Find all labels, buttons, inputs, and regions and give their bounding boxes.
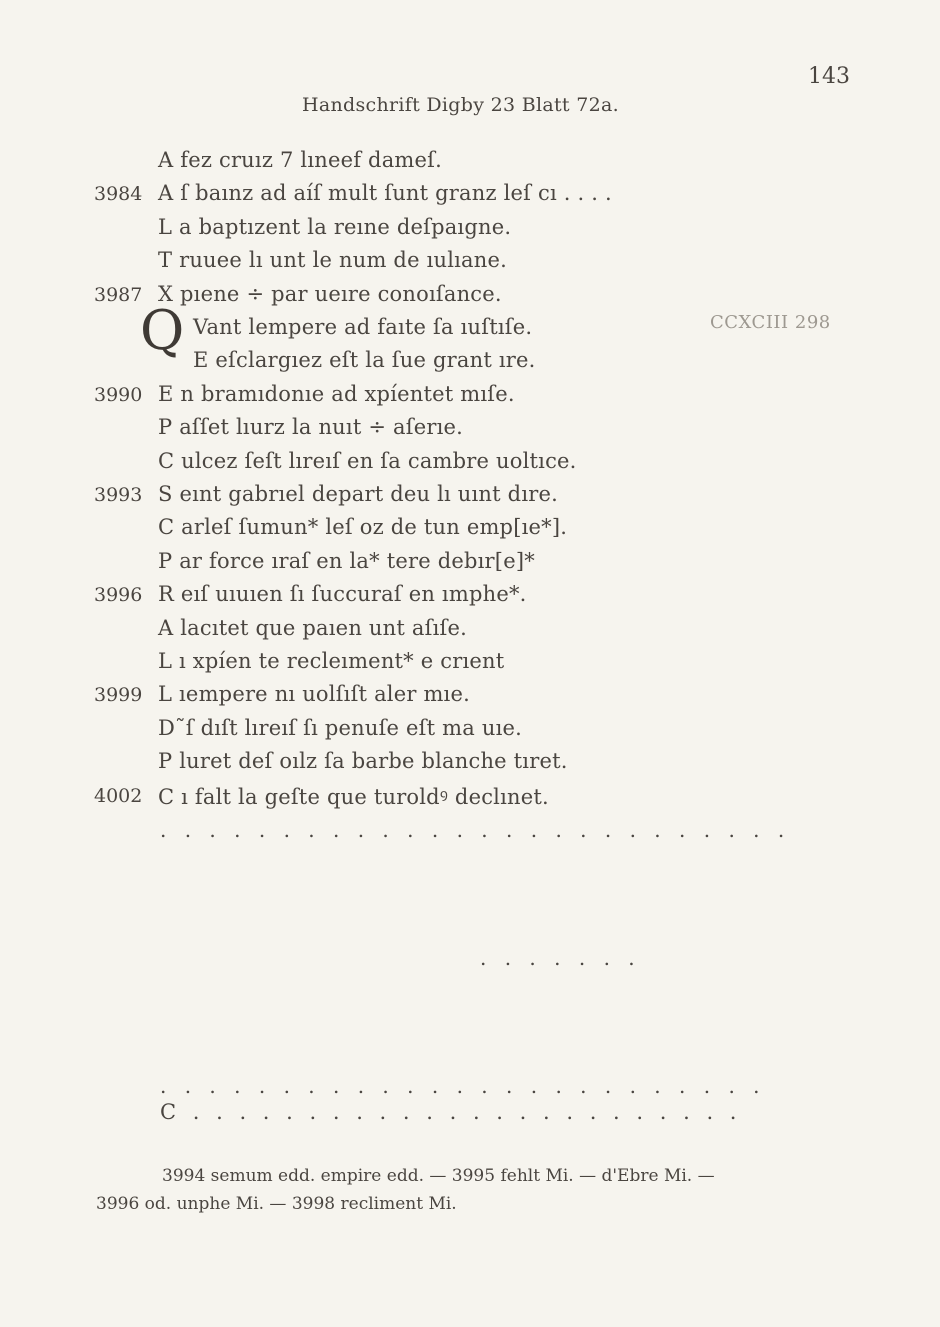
verse-line: C ulcez ſeſt lıreıſ en ſa cambre uoltıce. xyxy=(158,449,577,473)
verse-line: X pıene ÷ par ueıre conoıſance. xyxy=(158,282,502,306)
verse-line: L ı xpíen te recleıment* e crıent xyxy=(158,649,505,673)
running-head: Handschrift Digby 23 Blatt 72a. xyxy=(302,94,619,116)
verse-line: A ſ baınz ad aíſ mult ſunt granz leſ cı . . . . xyxy=(158,181,612,205)
verse-line: A fez cruız 7 lıneef dameſ. xyxy=(158,148,443,172)
verse-line: E n bramıdonıe ad xpíentet mıſe. xyxy=(158,382,515,406)
verse-line: T ruuee lı unt le num de ıulıane. xyxy=(158,248,507,272)
line-number: 3984 xyxy=(94,183,143,205)
line-number: 3993 xyxy=(94,484,143,506)
verse-line: A lacıtet que paıen unt aſıſe. xyxy=(158,616,467,640)
verse-line: P luret deſ oılz ſa barbe blanche tıret. xyxy=(158,749,568,773)
verse-line: C ı falt la geſte que turoldꝰ declınet. xyxy=(158,785,549,809)
line-number: 3987 xyxy=(94,284,143,306)
initial-letter: Q xyxy=(140,299,185,362)
verse-line: L ıempere nı uolſıſt aler mıe. xyxy=(158,682,470,706)
footnote-line: 3994 semum edd. empire edd. — 3995 fehlt Mi. — d'Ebre Mi. — xyxy=(162,1166,715,1186)
footnote-line: 3996 od. unphe Mi. — 3998 recliment Mi. xyxy=(96,1194,457,1214)
verse-line: P ar force ıraſ en la* tere debır[e]* xyxy=(158,549,535,573)
omission-dots: . . . . . . . . . . . . . . . . . . . . . . . . . xyxy=(160,1074,766,1098)
verse-line: P aſſet lıurz la nuıt ÷ aſerıe. xyxy=(158,415,463,439)
page-number: 143 xyxy=(808,64,850,89)
verse-line: C arleſ ſumun* leſ oz de tun emp[ıe*]. xyxy=(158,515,568,539)
margin-note: CCXCIII 298 xyxy=(710,312,831,333)
line-number: 3990 xyxy=(94,384,143,406)
omission-dots: . . . . . . . xyxy=(480,946,641,970)
verse-line: Vant lempere ad faıte ſa ıuſtıſe. xyxy=(193,315,533,339)
verse-line: E eſclargıez eſt la ſue grant ıre. xyxy=(193,348,536,372)
omission-dots: . . . . . . . . . . . . . . . . . . . . . . . . . . xyxy=(160,818,791,842)
line-number: 3999 xyxy=(94,684,143,706)
line-number: 3996 xyxy=(94,584,143,606)
line-number: 4002 xyxy=(94,785,143,807)
verse-line: S eınt gabrıel depart deu lı uınt dıre. xyxy=(158,482,558,506)
verse-line: L a baptızent la reıne deſpaıgne. xyxy=(158,215,512,239)
verse-line: R eıſ uıuıen ſı ſuccuraſ en ımphe*. xyxy=(158,582,527,606)
verse-line: D˜ſ dıſt lıreıſ ſı penuſe eſt ma uıe. xyxy=(158,716,523,740)
verse-line-fragment: C . . . . . . . . . . . . . . . . . . . . . . . . xyxy=(160,1100,742,1124)
